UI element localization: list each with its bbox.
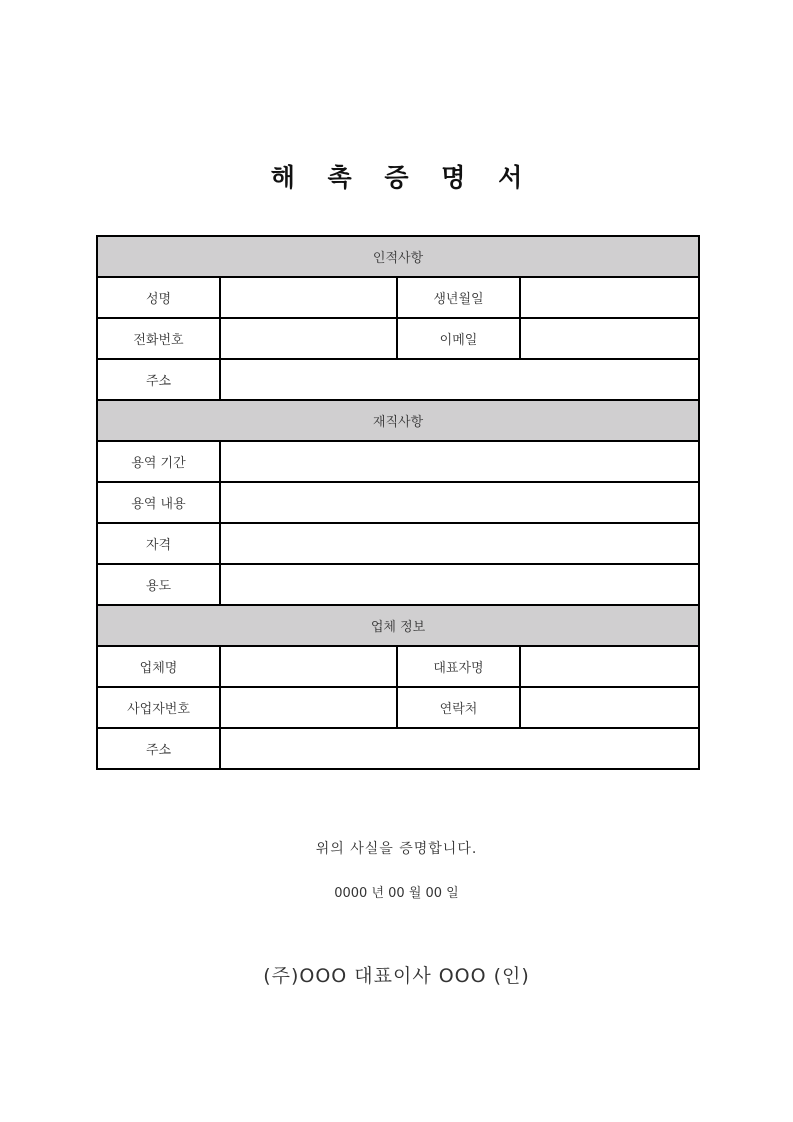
qualification-value[interactable] xyxy=(221,524,698,563)
contact-value[interactable] xyxy=(521,688,698,727)
purpose-field[interactable] xyxy=(220,564,699,605)
section-header-employment: 재직사항 xyxy=(97,400,699,441)
service-content-field[interactable] xyxy=(220,482,699,523)
section-header-row-employment xyxy=(97,400,699,441)
table-row xyxy=(97,523,699,564)
service-period-field[interactable] xyxy=(220,441,699,482)
business-number-label: 사업자번호 xyxy=(97,687,220,728)
purpose-label: 용도 xyxy=(97,564,220,605)
phone-value[interactable] xyxy=(221,319,396,358)
service-period-label: 용역 기간 xyxy=(97,441,220,482)
phone-field[interactable] xyxy=(220,318,397,359)
ceo-name-field[interactable] xyxy=(520,646,699,687)
issuer-signature: (주)OOO 대표이사 OOO (인) xyxy=(263,965,530,987)
qualification-label: 자격 xyxy=(97,523,220,564)
certificate-form-table xyxy=(96,235,700,770)
company-name-label: 업체명 xyxy=(97,646,220,687)
section-header-row-company xyxy=(97,605,699,646)
table-row xyxy=(97,277,699,318)
table-row xyxy=(97,359,699,400)
table-row xyxy=(97,318,699,359)
section-header-row-personal xyxy=(97,236,699,277)
company-address-label: 주소 xyxy=(97,728,220,769)
contact-label: 연락처 xyxy=(397,687,520,728)
name-label: 성명 xyxy=(97,277,220,318)
table-row xyxy=(97,441,699,482)
email-value[interactable] xyxy=(521,319,698,358)
document-title: 해 촉 증 명 서 xyxy=(270,163,535,192)
company-name-field[interactable] xyxy=(220,646,397,687)
service-content-value[interactable] xyxy=(221,483,698,522)
birth-date-label: 생년월일 xyxy=(397,277,520,318)
business-number-value[interactable] xyxy=(221,688,396,727)
company-address-value[interactable] xyxy=(221,729,698,768)
contact-field[interactable] xyxy=(520,687,699,728)
table-row xyxy=(97,564,699,605)
service-period-value[interactable] xyxy=(221,442,698,481)
address-label: 주소 xyxy=(97,359,220,400)
birth-date-field[interactable] xyxy=(520,277,699,318)
address-value[interactable] xyxy=(221,360,698,399)
purpose-value[interactable] xyxy=(221,565,698,604)
company-address-field[interactable] xyxy=(220,728,699,769)
birth-date-value[interactable] xyxy=(521,278,698,317)
service-content-label: 용역 내용 xyxy=(97,482,220,523)
qualification-field[interactable] xyxy=(220,523,699,564)
phone-label: 전화번호 xyxy=(97,318,220,359)
table-row xyxy=(97,646,699,687)
name-field[interactable] xyxy=(220,277,397,318)
business-number-field[interactable] xyxy=(220,687,397,728)
email-label: 이메일 xyxy=(397,318,520,359)
table-row xyxy=(97,482,699,523)
table-row xyxy=(97,728,699,769)
ceo-name-label: 대표자명 xyxy=(397,646,520,687)
issue-date: 0000 년 00 월 00 일 xyxy=(334,886,459,901)
company-name-value[interactable] xyxy=(221,647,396,686)
certification-statement: 위의 사실을 증명합니다. xyxy=(315,841,478,857)
name-value[interactable] xyxy=(221,278,396,317)
section-header-personal: 인적사항 xyxy=(97,236,699,277)
section-header-company: 업체 정보 xyxy=(97,605,699,646)
email-field[interactable] xyxy=(520,318,699,359)
table-row xyxy=(97,687,699,728)
address-field[interactable] xyxy=(220,359,699,400)
ceo-name-value[interactable] xyxy=(521,647,698,686)
